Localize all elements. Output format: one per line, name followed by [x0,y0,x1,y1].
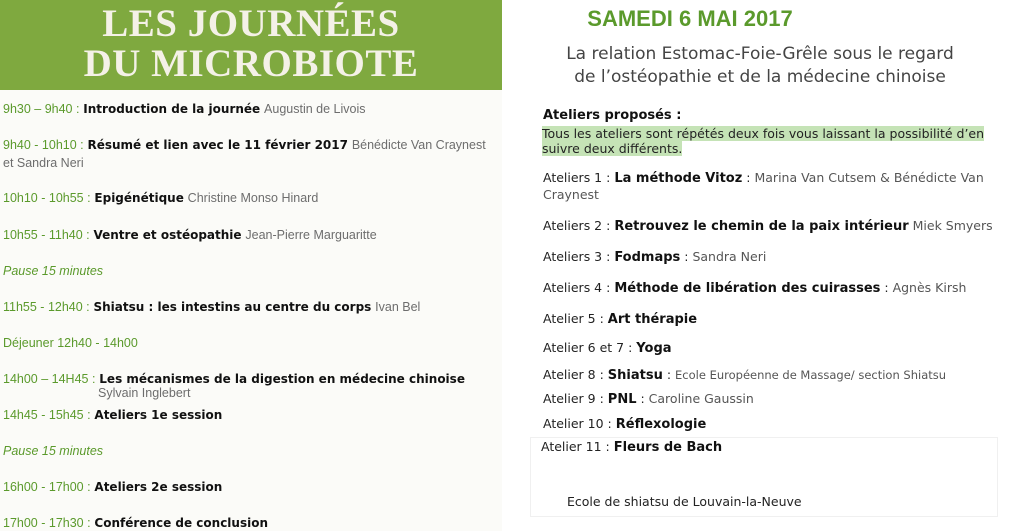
atelier-separator: : [662,367,672,382]
program-time: 10h10 - 10h55 : [3,191,91,205]
program-item [3,189,499,207]
atelier-title: Méthode de libération des cuirasses [614,281,881,296]
program-speaker: Sylvain Inglebert [98,386,191,400]
atelier-label: Atelier 8 : [543,367,604,382]
atelier-speaker: Caroline Gaussin [648,391,754,406]
atelier-title: La méthode Vitoz [614,171,743,186]
program-pause [3,262,499,280]
program-time: 9h30 – 9h40 : [3,102,80,116]
program-item [3,298,499,316]
ateliers-note-text: Tous les ateliers sont répétés deux fois vous laissant la possibilité d’en suivre deux différents. [542,126,985,156]
program-title: Ateliers 1e session [94,408,223,422]
program-title: Conférence de conclusion [94,516,269,530]
atelier-item [543,367,1003,384]
atelier-label: Atelier 10 : [543,416,612,431]
program-item [3,226,499,244]
atelier-item [543,280,1003,297]
atelier-separator: : [880,280,889,295]
atelier-label: Atelier 9 : [543,391,604,406]
atelier-item [543,249,1003,266]
program-speaker: Augustin de Livois [264,102,366,116]
atelier-label: Atelier 11 : [541,439,610,454]
program-speaker: Jean-Pierre Marguaritte [245,228,377,242]
atelier-label: Atelier 6 et 7 : [543,340,633,355]
atelier-label: Atelier 5 : [543,311,604,326]
atelier-speaker: Sandra Neri [692,249,767,264]
program-item [3,100,499,118]
lunch-label: Déjeuner 12h40 - 14h00 [3,336,138,350]
atelier-title: Réflexologie [615,417,707,432]
atelier-item [543,416,1003,433]
event-date: SAMEDI 6 MAI 2017 [587,6,793,31]
atelier-item [543,218,1003,235]
program-title: Résumé et lien avec le 11 février 2017 [87,138,348,152]
atelier-item [543,391,1003,408]
program-time: 14h00 – 14H45 : [3,372,96,386]
atelier-separator: : [636,391,645,406]
program-speaker: Christine Monso Hinard [187,191,319,205]
program-speaker: Ivan Bel [375,300,421,314]
program-time: 14h45 - 15h45 : [3,408,91,422]
atelier-separator: : [680,249,689,264]
event-subtitle-line-1: La relation Estomac-Foie-Grêle sous le regard [566,44,954,64]
program-pause [3,442,499,460]
atelier-label: Ateliers 1 : [543,170,611,185]
atelier-speaker: Marina Van Cutsem & Bénédicte Van Craynest [543,170,984,202]
atelier-title: Shiatsu [607,368,663,383]
program-title: Shiatsu : les intestins au centre du corps [93,300,372,314]
program-title: Ateliers 2e session [94,480,223,494]
program-time: 10h55 - 11h40 : [3,228,90,242]
program-time: 11h55 - 12h40 : [3,300,90,314]
program-title: Ventre et ostéopathie [93,228,242,242]
atelier-title: PNL [607,392,637,407]
atelier-item [541,439,1001,456]
program-title: Epigénétique [94,191,184,205]
program-item [3,406,499,424]
atelier-title: Fleurs de Bach [613,440,723,455]
banner-title-line-1: LES JOURNÉES [102,2,400,45]
event-banner [0,0,502,90]
atelier-title: Yoga [636,341,672,356]
program-speaker: Bénédicte Van Craynest et Sandra Neri [3,138,486,170]
event-subtitle-line-2: de l’ostéopathie et de la médecine chinoise [574,67,946,87]
program-time: 17h00 - 17h30 : [3,516,91,530]
atelier-label: Ateliers 2 : [543,218,611,233]
atelier-title: Art thérapie [607,312,698,327]
program-time: 9h40 - 10h10 : [3,138,84,152]
atelier-title: Retrouvez le chemin de la paix intérieur [614,219,909,234]
pause-label: Pause 15 minutes [3,444,104,458]
program-item [3,370,499,402]
atelier-item [543,170,1003,203]
atelier-label: Ateliers 3 : [543,249,611,264]
atelier-title: Fodmaps [614,250,681,265]
atelier-item [543,340,1003,357]
atelier-speaker: Miek Smyers [912,218,993,233]
footer-organizer: Ecole de shiatsu de Louvain-la-Neuve [567,494,802,509]
atelier-separator: : [742,170,751,185]
program-item [3,478,499,496]
ateliers-note [542,126,1002,156]
atelier-label: Ateliers 4 : [543,280,611,295]
banner-title-line-2: DU MICROBIOTE [83,42,419,85]
atelier-item [543,311,1003,328]
program-item [3,514,499,532]
atelier-speaker: Agnès Kirsh [892,280,967,295]
ateliers-heading: Ateliers proposés : [543,108,682,123]
program-time: 16h00 - 17h00 : [3,480,91,494]
program-title: Les mécanismes de la digestion en médecine chinoise [99,372,465,386]
program-title: Introduction de la journée [83,102,261,116]
program-column [0,0,502,531]
program-item [3,136,499,172]
program-lunch [3,334,499,352]
pause-label: Pause 15 minutes [3,264,104,278]
atelier-speaker: Ecole Européenne de Massage/ section Shiatsu [675,368,947,382]
